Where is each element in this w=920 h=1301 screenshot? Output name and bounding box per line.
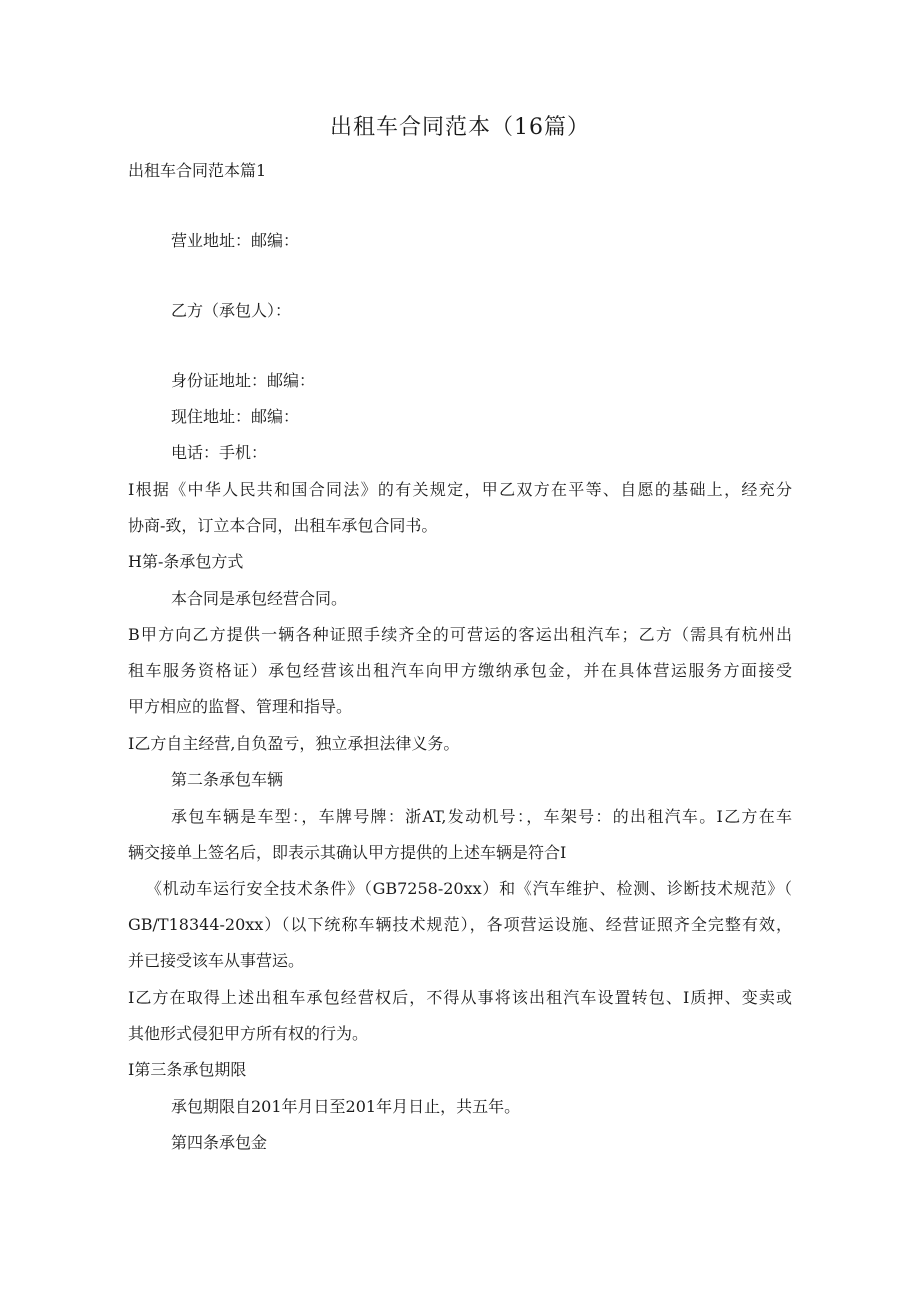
text-line: 现住地址：邮编：	[171, 407, 300, 426]
text-line: 甲方相应的监督、管理和指导。	[128, 697, 353, 716]
text-line: B甲方向乙方提供一辆各种证照手续齐全的可营运的客运出租汽车；乙方（需具有杭州出	[128, 625, 792, 644]
clause-heading: H第-条承包方式	[128, 552, 244, 571]
text-line: 租车服务资格证）承包经营该出租汽车向甲方缴纳承包金，并在具体营运服务方面接受	[128, 661, 792, 680]
text-line: 身份证地址：邮编：	[171, 371, 316, 390]
text-line: I根据《中华人民共和国合同法》的有关规定，甲乙双方在平等、自愿的基础上，经充分	[128, 480, 792, 499]
text-line: 营业地址：邮编：	[171, 231, 300, 250]
text-line: 《机动车运行安全技术条件》（GB7258-20xx）和《汽车维护、检测、诊断技术规范》（	[146, 879, 792, 898]
section-heading: 出租车合同范本篇1	[128, 161, 267, 180]
clause-heading: I第三条承包期限	[128, 1060, 247, 1079]
text-line: 电话：手机：	[171, 443, 268, 462]
clause-heading: 第四条承包金	[171, 1133, 268, 1152]
text-line: 辆交接单上签名后，即表示其确认甲方提供的上述车辆是符合I	[128, 843, 567, 862]
text-line: 承包期限自201年月日至201年月日止，共五年。	[171, 1097, 521, 1116]
clause-heading: 第二条承包车辆	[171, 770, 284, 789]
text-line: 其他形式侵犯甲方所有权的行为。	[128, 1024, 369, 1043]
text-line: 协商-致，订立本合同，出租车承包合同书。	[128, 516, 438, 535]
text-line: I乙方在取得上述出租车承包经营权后，不得从事将该出租汽车设置转包、I质押、变卖或	[128, 988, 792, 1007]
text-line: 乙方（承包人）：	[171, 301, 292, 320]
text-line: I乙方自主经营,自负盈亏，独立承担法律义务。	[128, 734, 460, 753]
text-line: GB/T18344-20xx）（以下统称车辆技术规范），各项营运设施、经营证照齐全完整有效，	[128, 915, 792, 934]
document-title: 出租车合同范本（16篇）	[330, 115, 590, 140]
text-line: 本合同是承包经营合同。	[171, 589, 348, 608]
text-line: 并已接受该车从事营运。	[128, 951, 305, 970]
text-line: 承包车辆是车型：，车牌号牌：浙AT,发动机号：，车架号：的出租汽车。I乙方在车	[171, 807, 792, 826]
